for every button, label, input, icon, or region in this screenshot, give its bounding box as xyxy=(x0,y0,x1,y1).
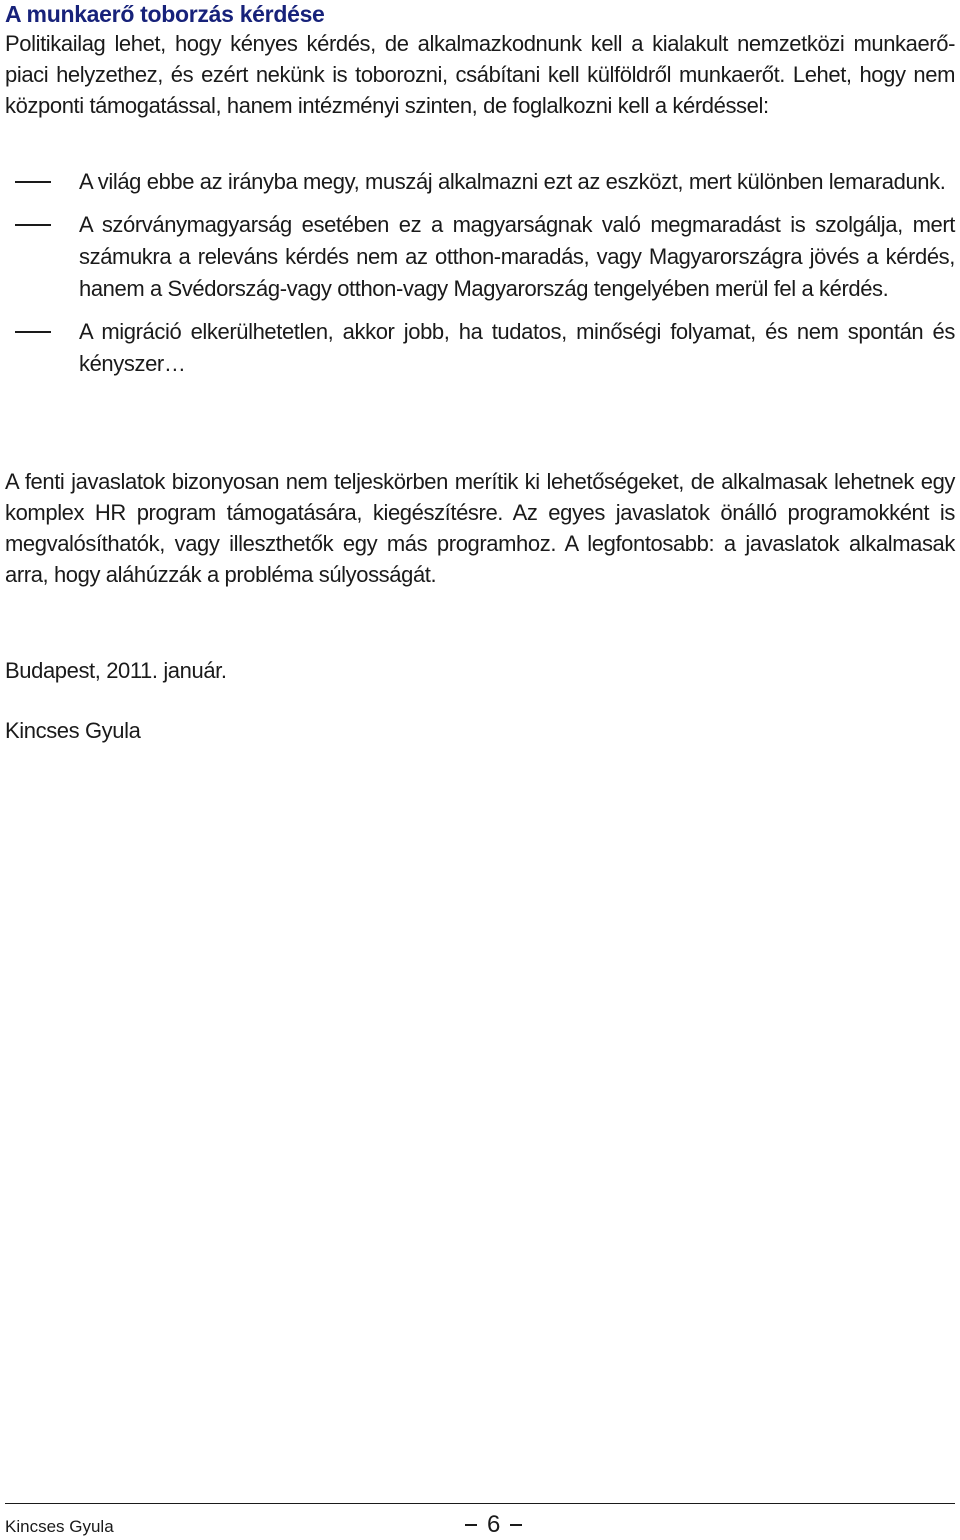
place-date: Budapest, 2011. január. xyxy=(5,658,227,683)
list-item xyxy=(79,209,955,305)
dash-icon xyxy=(465,1524,477,1526)
signature-name: Kincses Gyula xyxy=(5,718,141,743)
list-item-text: A szórványmagyarság esetében ez a magyarságnak való megmaradást is szolgálja, mert számukra a releváns kérdés nem az otthon-maradás, vagy Magyarországra jövés a kérdés, hanem a Svédország-vagy otthon-vagy Magyarország tengelyében merül fel a kérdés. xyxy=(79,212,955,301)
dash-bullet-icon xyxy=(15,224,51,226)
dash-bullet-icon xyxy=(15,181,51,183)
list-item-text: A világ ebbe az irányba megy, muszáj alkalmazni ezt az eszközt, mert különben lemaradunk. xyxy=(79,169,946,194)
dash-bullet-icon xyxy=(15,331,51,333)
intro-paragraph: Politikailag lehet, hogy kényes kérdés, de alkalmazkodnunk kell a kialakult nemzetközi munkaerő-piaci helyzethez, és ezért nekünk is toborozni, csábítani kell külföldről munkaerőt. Lehet, hogy nem központi támogatással, hanem intézményi szinten, de foglalkozni kell a kérdéssel: xyxy=(5,31,955,118)
list-item xyxy=(79,316,955,380)
footer-divider xyxy=(5,1503,955,1504)
bullet-list xyxy=(0,166,960,391)
closing-paragraph: A fenti javaslatok bizonyosan nem teljeskörben merítik ki lehetőségeket, de alkalmasak lehetnek egy komplex HR program támogatására, kiegészítésre. Az egyes javaslatok önálló programokként is megvalósíthatók, vagy illeszthetők egy más programhoz. A legfontosabb: a javaslatok alkalmasak arra, hogy aláhúzzák a probléma súlyosságát. xyxy=(5,469,955,587)
list-item-text: A migráció elkerülhetetlen, akkor jobb, ha tudatos, minőségi folyamat, és nem spontán és kényszer… xyxy=(79,319,955,376)
footer-author: Kincses Gyula xyxy=(5,1517,114,1536)
page-number-text: 6 xyxy=(487,1511,501,1538)
dash-icon xyxy=(510,1524,522,1526)
section-heading: A munkaerő toborzás kérdése xyxy=(5,1,325,27)
page-number xyxy=(455,1511,532,1539)
list-item xyxy=(79,166,955,198)
